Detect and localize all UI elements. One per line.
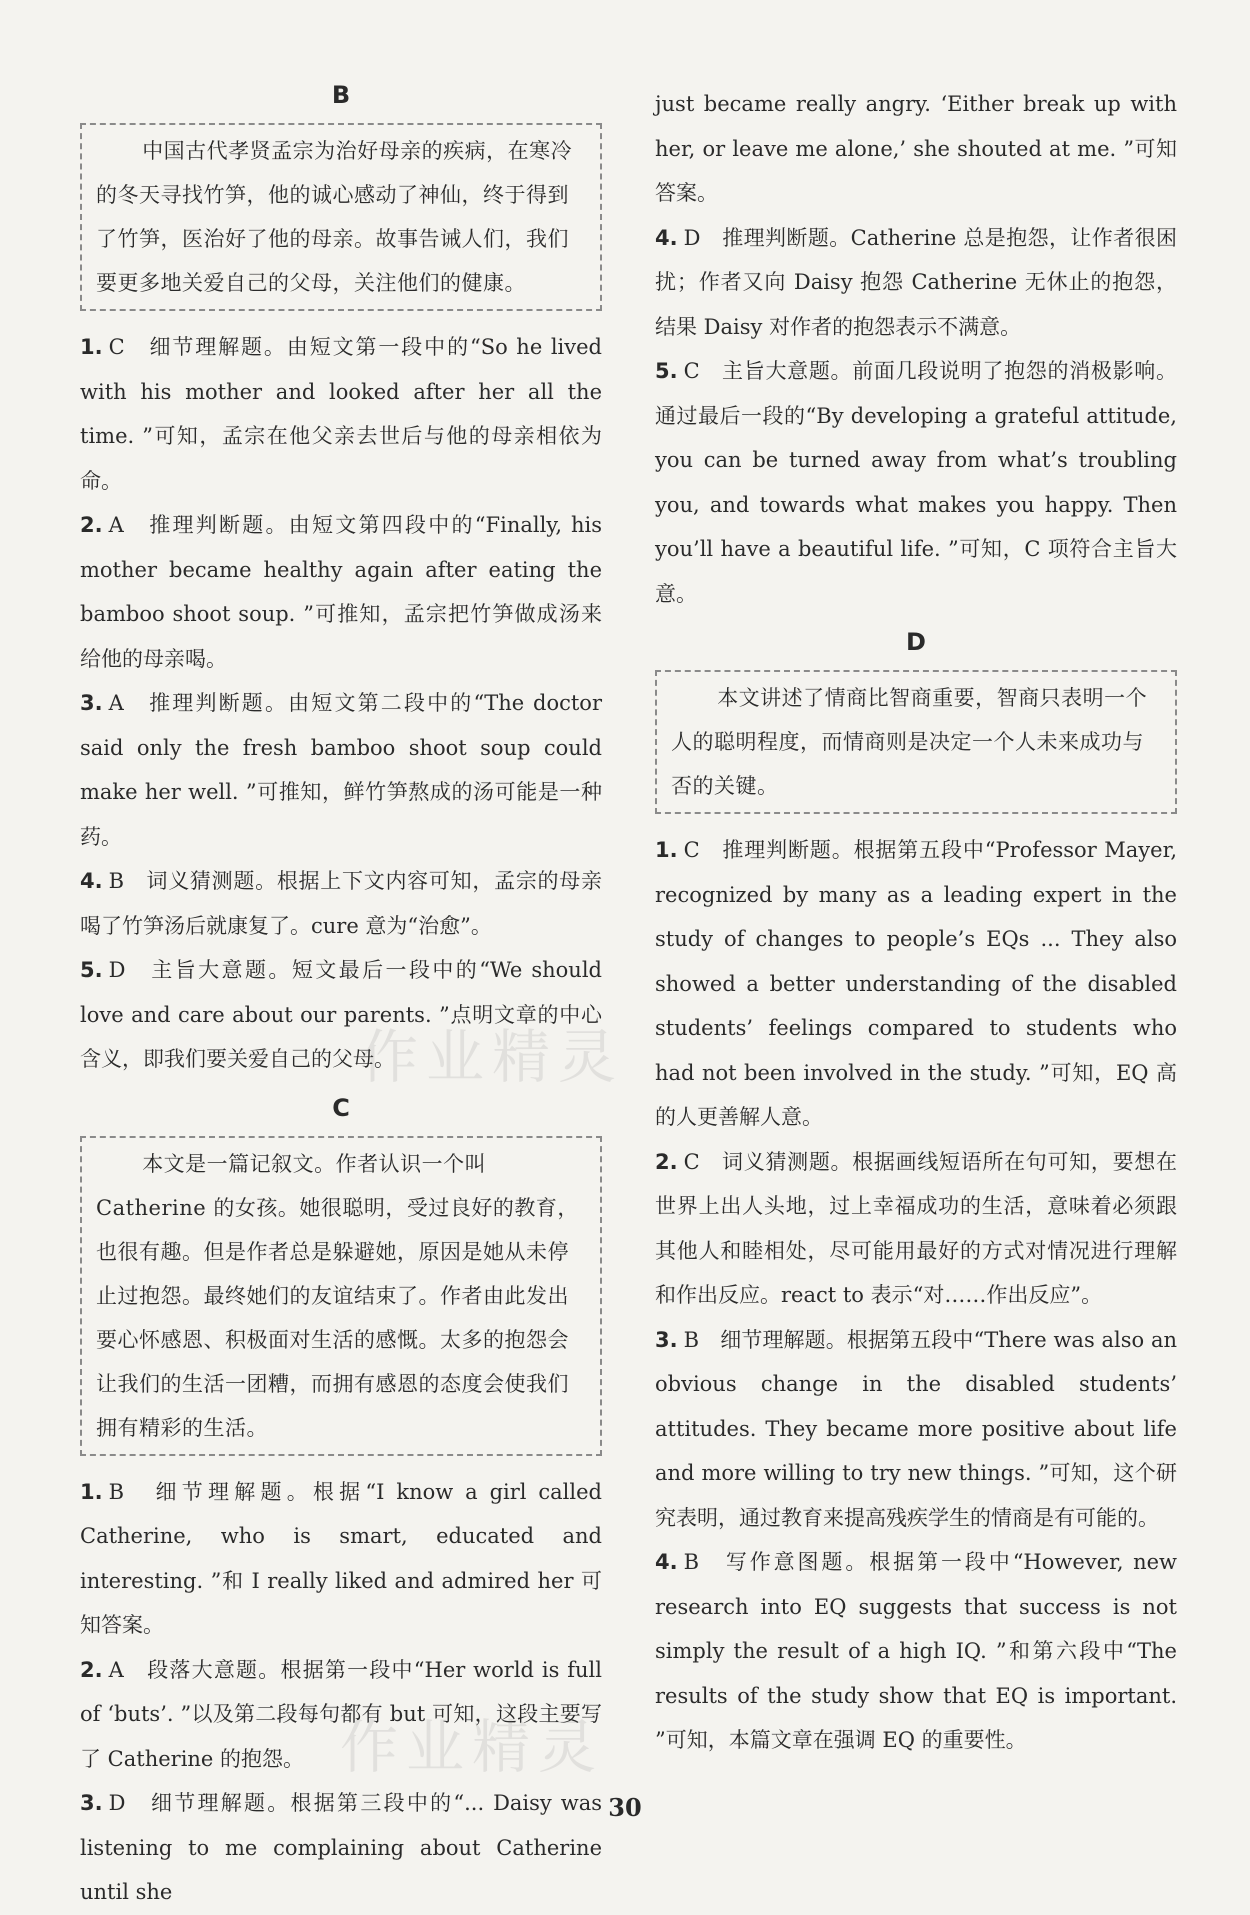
answer-item: 1. C 细节理解题。由短文第一段中的“So he lived with his mother and looked after her all the time. ”可知，孟宗在他父亲去世后与他的母亲相依为命。 bbox=[80, 335, 602, 493]
answer-item: 4. D 推理判断题。Catherine 总是抱怨，让作者很困扰；作者又向 Daisy 抱怨 Catherine 无休止的抱怨，结果 Daisy 对作者的抱怨表示不满意。 bbox=[655, 225, 1177, 339]
answer-item: 1. B 细节理解题。根据“I know a girl called Catherine, who is smart, educated and interesting. ”和 I really liked and admired her 可知答案。 bbox=[80, 1479, 602, 1637]
answer-item: 2. A 段落大意题。根据第一段中“Her world is full of ‘buts’. ”以及第二段每句都有 but 可知，这段主要写了 Catherine 的抱怨。 bbox=[80, 1657, 602, 1771]
answer-item: 2. A 推理判断题。由短文第四段中的“Finally, his mother became healthy again after eating the bamboo shoot soup. ”可推知，孟宗把竹笋做成汤来给他的母亲喝。 bbox=[80, 513, 602, 671]
section-heading-b: B bbox=[331, 81, 351, 109]
summary-text-c: 本文是一篇记叙文。作者认识一个叫Catherine 的女孩。她很聪明，受过良好的教育，也很有趣。但是作者总是躲避她，原因是她从未停止过抱怨。最终她们的友谊结束了。作者由此发出要心怀感恩、积极面对生活的感慨。太多的抱怨会让我们的生活一团糟，而拥有感恩的态度会使我们拥有精彩的生活。 bbox=[96, 1151, 579, 1440]
answer-item: 4. B 写作意图题。根据第一段中“However, new research into EQ suggests that success is not simply the result of a high IQ. ”和第六段中“The results of the study show that EQ is important. ”可知，本篇文章在强调 EQ 的重要性。 bbox=[655, 1550, 1177, 1752]
watermark: 作业精灵 bbox=[340, 1713, 605, 1781]
answer-item: 1. C 推理判断题。根据第五段中“Professor Mayer, recognized by many as a leading expert in the study of changes to people’s EQs ... They also showed a better understanding of the disabled students’ feelings compared to students who had not been involved in the study. ”可知，EQ 高的人更善解人意。 bbox=[655, 838, 1177, 1129]
left-column bbox=[80, 75, 605, 1915]
page-number: 30 bbox=[608, 1793, 642, 1822]
summary-text-d: 本文讲述了情商比智商重要，智商只表明一个人的聪明程度，而情商则是决定一个人未来成功与否的关键。 bbox=[671, 686, 1148, 798]
section-heading-d: D bbox=[906, 628, 926, 656]
answer-continuation: just became really angry. ‘Either break up with her, or leave me alone,’ she shouted at me. ”可知答案。 bbox=[655, 92, 1177, 205]
answer-item: 3. D 细节理解题。根据第三段中的“... Daisy was listening to me complaining about Catherine until she bbox=[80, 1791, 602, 1904]
summary-box-b bbox=[80, 123, 602, 311]
section-heading-c: C bbox=[332, 1093, 350, 1122]
summary-text-b: 中国古代孝贤孟宗为治好母亲的疾病，在寒冷的冬天寻找竹笋，他的诚心感动了神仙，终于得到了竹笋，医治好了他的母亲。故事告诫人们，我们要更多地关爱自己的父母，关注他们的健康。 bbox=[96, 139, 573, 295]
right-column bbox=[655, 82, 1177, 1763]
answer-item: 2. C 词义猜测题。根据画线短语所在句可知，要想在世界上出人头地，过上幸福成功的生活，意味着必须跟其他人和睦相处，尽可能用最好的方式对情况进行理解和作出反应。react to 表示“对……作出反应”。 bbox=[655, 1149, 1177, 1307]
answer-item: 4. B 词义猜测题。根据上下文内容可知，孟宗的母亲喝了竹笋汤后就康复了。cure 意为“治愈”。 bbox=[80, 869, 602, 938]
watermark: 作业精灵 bbox=[360, 1023, 625, 1091]
summary-box-d bbox=[655, 670, 1177, 814]
answer-item: 3. A 推理判断题。由短文第二段中的“The doctor said only the fresh bamboo shoot soup could make her well. ”可推知，鲜竹笋熬成的汤可能是一种药。 bbox=[80, 691, 602, 849]
answer-item: 5. C 主旨大意题。前面几段说明了抱怨的消极影响。通过最后一段的“By developing a grateful attitude, you can be turned away from what’s troubling you, and towards what makes you happy. Then you’ll have a beautiful life. ”可知，C 项符合主旨大意。 bbox=[655, 359, 1177, 606]
answer-item: 5. D 主旨大意题。短文最后一段中的“We should love and care about our parents. ”点明文章的中心含义，即我们要关爱自己的父母。 bbox=[80, 958, 602, 1071]
summary-box-c bbox=[80, 1136, 602, 1456]
answer-item: 3. B 细节理解题。根据第五段中“There was also an obvious change in the disabled students’ attitudes. They became more positive about life and more willing to try new things. ”可知，这个研究表明，通过教育来提高残疾学生的情商是有可能的。 bbox=[655, 1327, 1177, 1530]
